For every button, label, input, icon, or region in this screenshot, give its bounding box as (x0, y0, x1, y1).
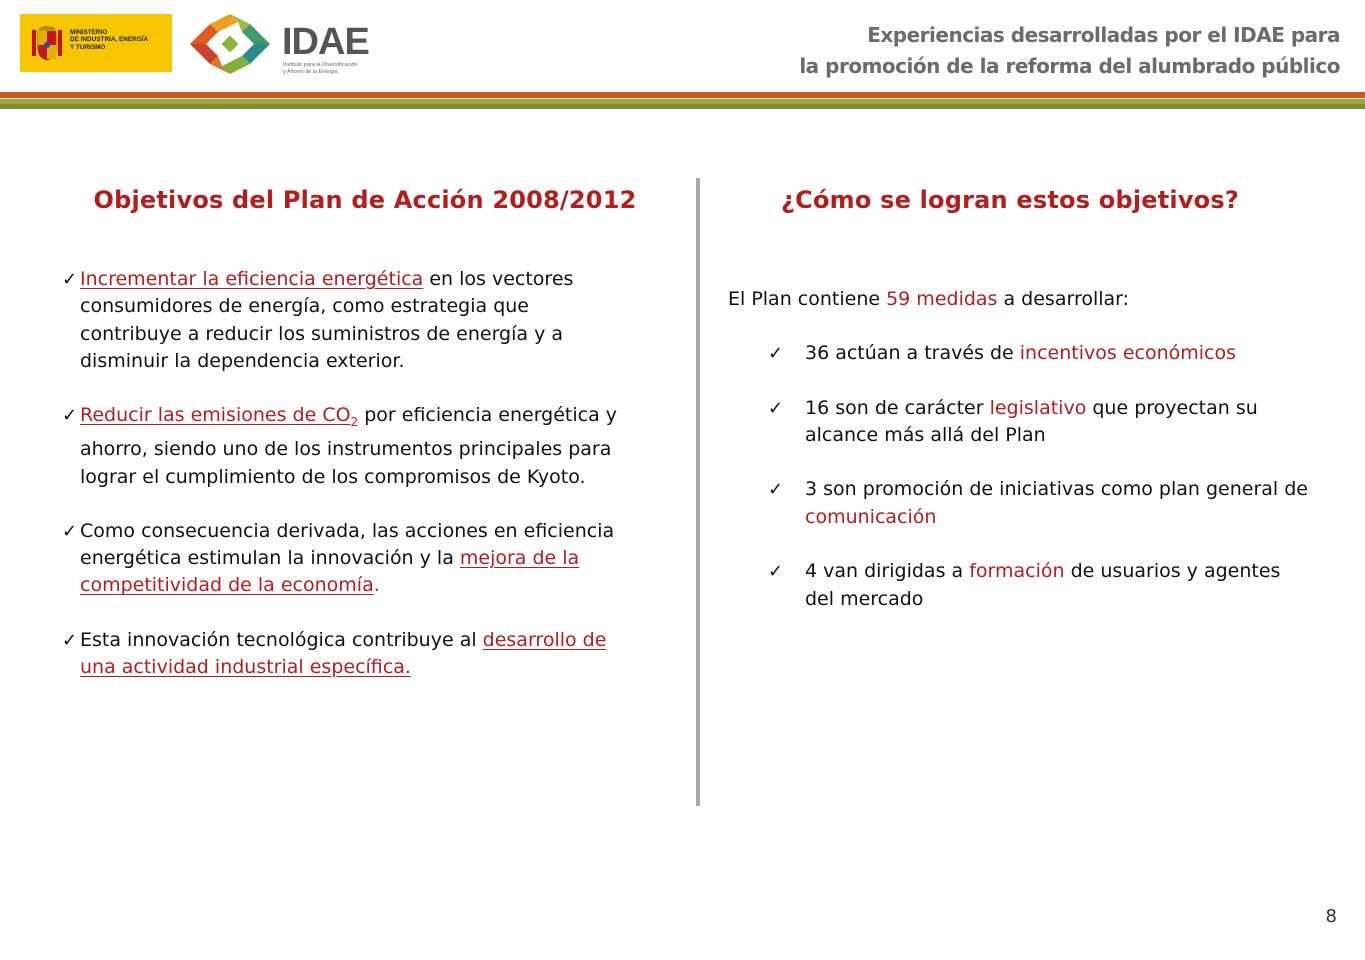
check-icon: ✓ (768, 397, 784, 419)
check-icon: ✓ (62, 269, 78, 290)
header-band-orange (0, 92, 1365, 98)
list-item (62, 518, 632, 600)
idae-logo (184, 12, 374, 76)
plan-intro: El Plan contiene 59 medidas a desarrollar: (728, 288, 1130, 310)
list-item: ✓ 16 son de carácter legislativo que proyectan su alcance más allá del Plan (768, 396, 1258, 446)
column-divider (696, 178, 700, 806)
item-text: en los vectores consumidores de energía, como estrategia que contribuye a reducir los suministros de energía y a disminuir la dependencia exterior. (80, 268, 574, 372)
header-title-line: Experiencias desarrolladas por el IDAE para (867, 23, 1340, 47)
ministry-logo-text: MINISTERIO DE INDUSTRIA, ENERGÍA Y TURISMO (70, 29, 149, 51)
objectives-list (62, 266, 632, 708)
item-text: Como consecuencia derivada, las acciones en eficiencia energética estimulan la innovación y la (80, 519, 615, 570)
header-band-green-dark (0, 104, 1365, 109)
highlight-text: mejora de la competitividad de la economía (80, 547, 580, 597)
left-column-title: Objetivos del Plan de Acción 2008/2012 (93, 186, 637, 214)
highlight-text: comunicación (805, 505, 937, 528)
highlight-text: Incrementar la eficiencia energética (80, 268, 424, 290)
list-item: ✓ 36 actúan a través de incentivos económicos (768, 340, 1308, 367)
highlight-text: desarrollo de una actividad industrial específica. (80, 628, 607, 679)
coat-of-arms-icon (30, 24, 64, 64)
list-item: ✓ 3 son promoción de iniciativas como plan general de comunicación (768, 478, 1308, 528)
list-item (62, 627, 632, 682)
ministry-logo (20, 14, 172, 72)
header-title-line: la promoción de la reforma del alumbrado público (799, 54, 1340, 78)
measures-list (768, 340, 1308, 640)
highlight-text: Reducir las emisiones de $CO_2$ (80, 404, 359, 429)
check-icon: ✓ (62, 405, 78, 427)
check-icon: ✓ (768, 561, 784, 583)
page-number: 8 (1325, 906, 1337, 927)
item-text: Esta innovación tecnológica contribuye al (80, 628, 483, 651)
highlight-text: formación (969, 560, 1065, 583)
check-icon: ✓ (768, 343, 784, 364)
check-icon: ✓ (62, 629, 78, 651)
idae-logo-subtitle: Instituto para la Diversificación y Ahorro de la Energía (283, 62, 358, 75)
highlight-text: legislativo (989, 396, 1087, 419)
highlight-text: 59 medidas (886, 288, 998, 310)
list-item (62, 266, 632, 375)
page-header-title (799, 20, 1340, 82)
idae-logo-mark-icon (184, 12, 276, 76)
right-column-title: ¿Cómo se logran estos objetivos? (781, 186, 1239, 214)
item-text: por eficiencia energética y ahorro, siendo uno de los instrumentos principales para lograr el cumplimiento de los compromisos de Kyoto. (80, 404, 618, 488)
idae-logo-name: IDAE (282, 21, 369, 63)
check-icon: ✓ (62, 520, 78, 542)
check-icon: ✓ (768, 479, 784, 501)
list-item (62, 402, 632, 491)
list-item: ✓ 4 van dirigidas a formación de usuarios y agentes del mercado (768, 560, 1281, 610)
highlight-text: incentivos económicos (1019, 342, 1236, 364)
item-tail: . (373, 574, 380, 597)
